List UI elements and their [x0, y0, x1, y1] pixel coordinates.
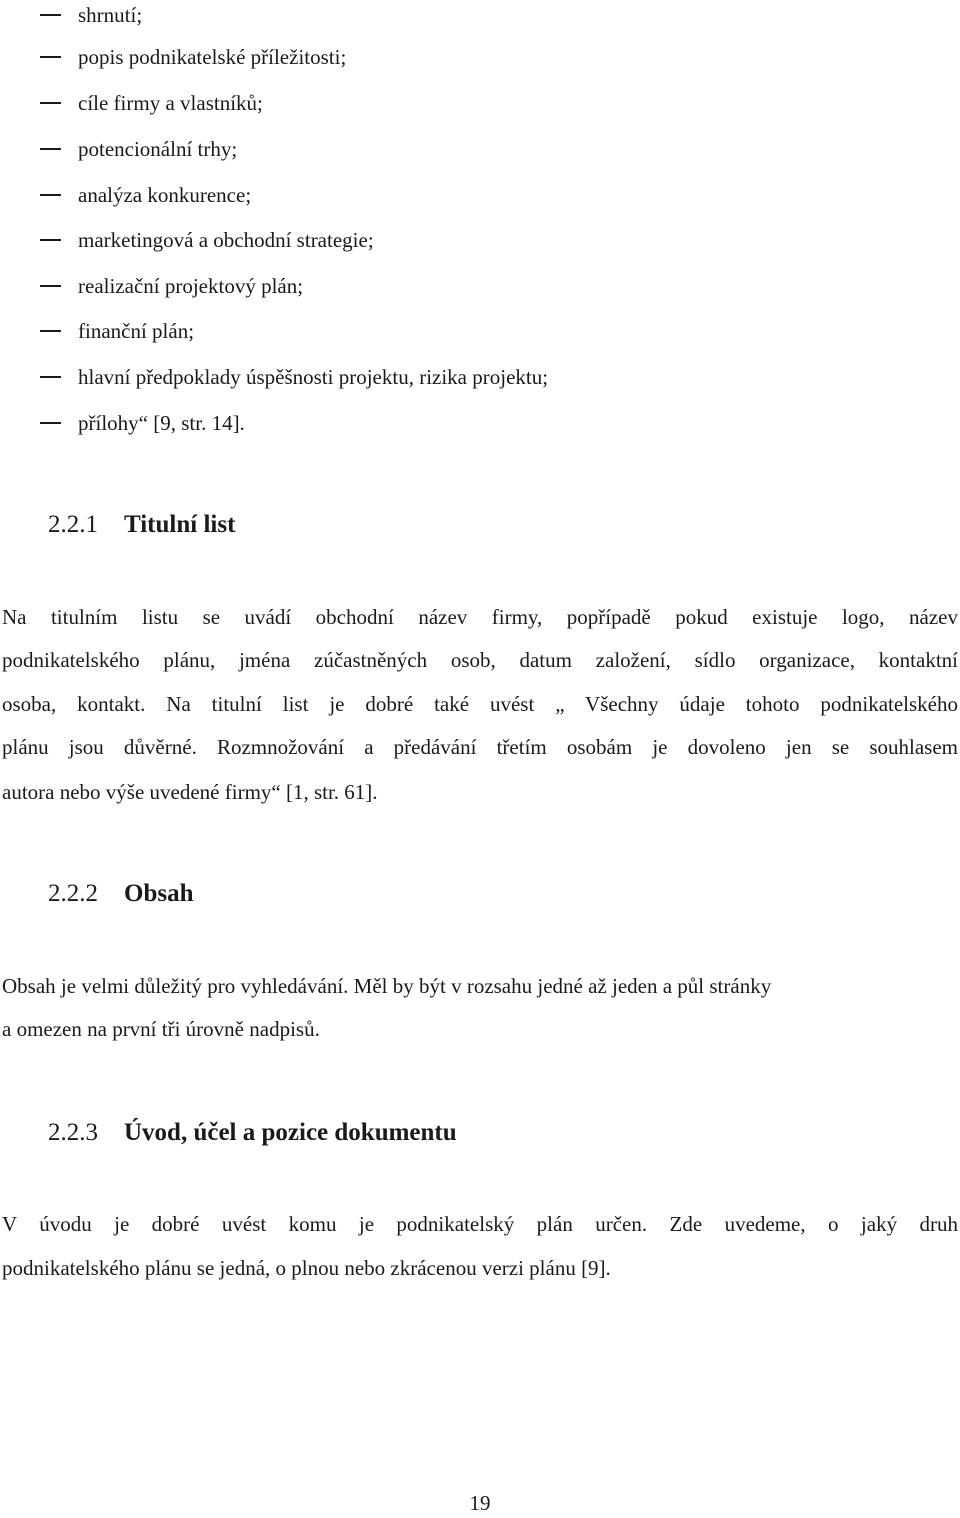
list-item: [0, 271, 900, 301]
dash-bullet-icon: [40, 14, 61, 16]
dash-bullet-icon: [40, 330, 61, 332]
dash-bullet-icon: [40, 148, 61, 150]
list-item-text: marketingová a obchodní strategie;: [78, 228, 374, 252]
page-number: 19: [469, 1491, 491, 1515]
list-item: [0, 225, 900, 255]
paragraph-line: autora nebo výše uvedené firmy“ [1, str. 61].: [2, 780, 378, 804]
section-title: Obsah: [124, 880, 194, 907]
list-item: [0, 42, 900, 72]
paragraph-line: V úvodu je dobré uvést komu je podnikatelský plán určen. Zde uvedeme, o jaký druh: [2, 1212, 958, 1236]
list-item: [0, 408, 900, 438]
list-item: [0, 88, 900, 118]
paragraph-line: plánu jsou důvěrné. Rozmnožování a předávání třetím osobám je dovoleno jen se souhlasem: [2, 735, 958, 759]
section-title: Titulní list: [124, 511, 236, 538]
list-item-text: hlavní předpoklady úspěšnosti projektu, rizika projektu;: [78, 365, 549, 389]
list-item: [0, 180, 900, 210]
paragraph-line: Na titulním listu se uvádí obchodní název firmy, popřípadě pokud existuje logo, název: [2, 605, 958, 629]
list-item: [0, 362, 900, 392]
list-item-text: popis podnikatelské příležitosti;: [78, 45, 347, 69]
list-item: [0, 134, 900, 164]
list-item-text: cíle firmy a vlastníků;: [78, 91, 263, 115]
section-title: Úvod, účel a pozice dokumentu: [124, 1119, 457, 1146]
section-number: 2.2.3: [48, 1119, 98, 1146]
list-item-text: přílohy“ [9, str. 14].: [78, 411, 245, 435]
list-item-text: finanční plán;: [78, 319, 195, 343]
dash-bullet-icon: [40, 376, 61, 378]
dash-bullet-icon: [40, 194, 61, 196]
list-item: [0, 316, 900, 346]
paragraph-line: a omezen na první tři úrovně nadpisů.: [2, 1017, 320, 1041]
section-number: 2.2.2: [48, 880, 98, 907]
list-item-text: realizační projektový plán;: [78, 274, 304, 298]
paragraph-line: podnikatelského plánu se jedná, o plnou nebo zkrácenou verzi plánu [9].: [2, 1256, 611, 1280]
paragraph-line: Obsah je velmi důležitý pro vyhledávání. Měl by být v rozsahu jedné až jeden a půl stránky: [2, 974, 772, 998]
dash-bullet-icon: [40, 102, 61, 104]
section-number: 2.2.1: [48, 511, 98, 538]
dash-bullet-icon: [40, 56, 61, 58]
dash-bullet-icon: [40, 422, 61, 424]
dash-bullet-icon: [40, 285, 61, 287]
paragraph-line: osoba, kontakt. Na titulní list je dobré také uvést „ Všechny údaje tohoto podnikatelského: [2, 692, 958, 716]
list-item-text: shrnutí;: [78, 3, 143, 27]
list-item: [0, 0, 900, 30]
dash-bullet-icon: [40, 239, 61, 241]
list-item-text: potencionální trhy;: [78, 137, 238, 161]
list-item-text: analýza konkurence;: [78, 183, 252, 207]
paragraph-line: podnikatelského plánu, jména zúčastněných osob, datum založení, sídlo organizace, kontaktní: [2, 648, 958, 672]
